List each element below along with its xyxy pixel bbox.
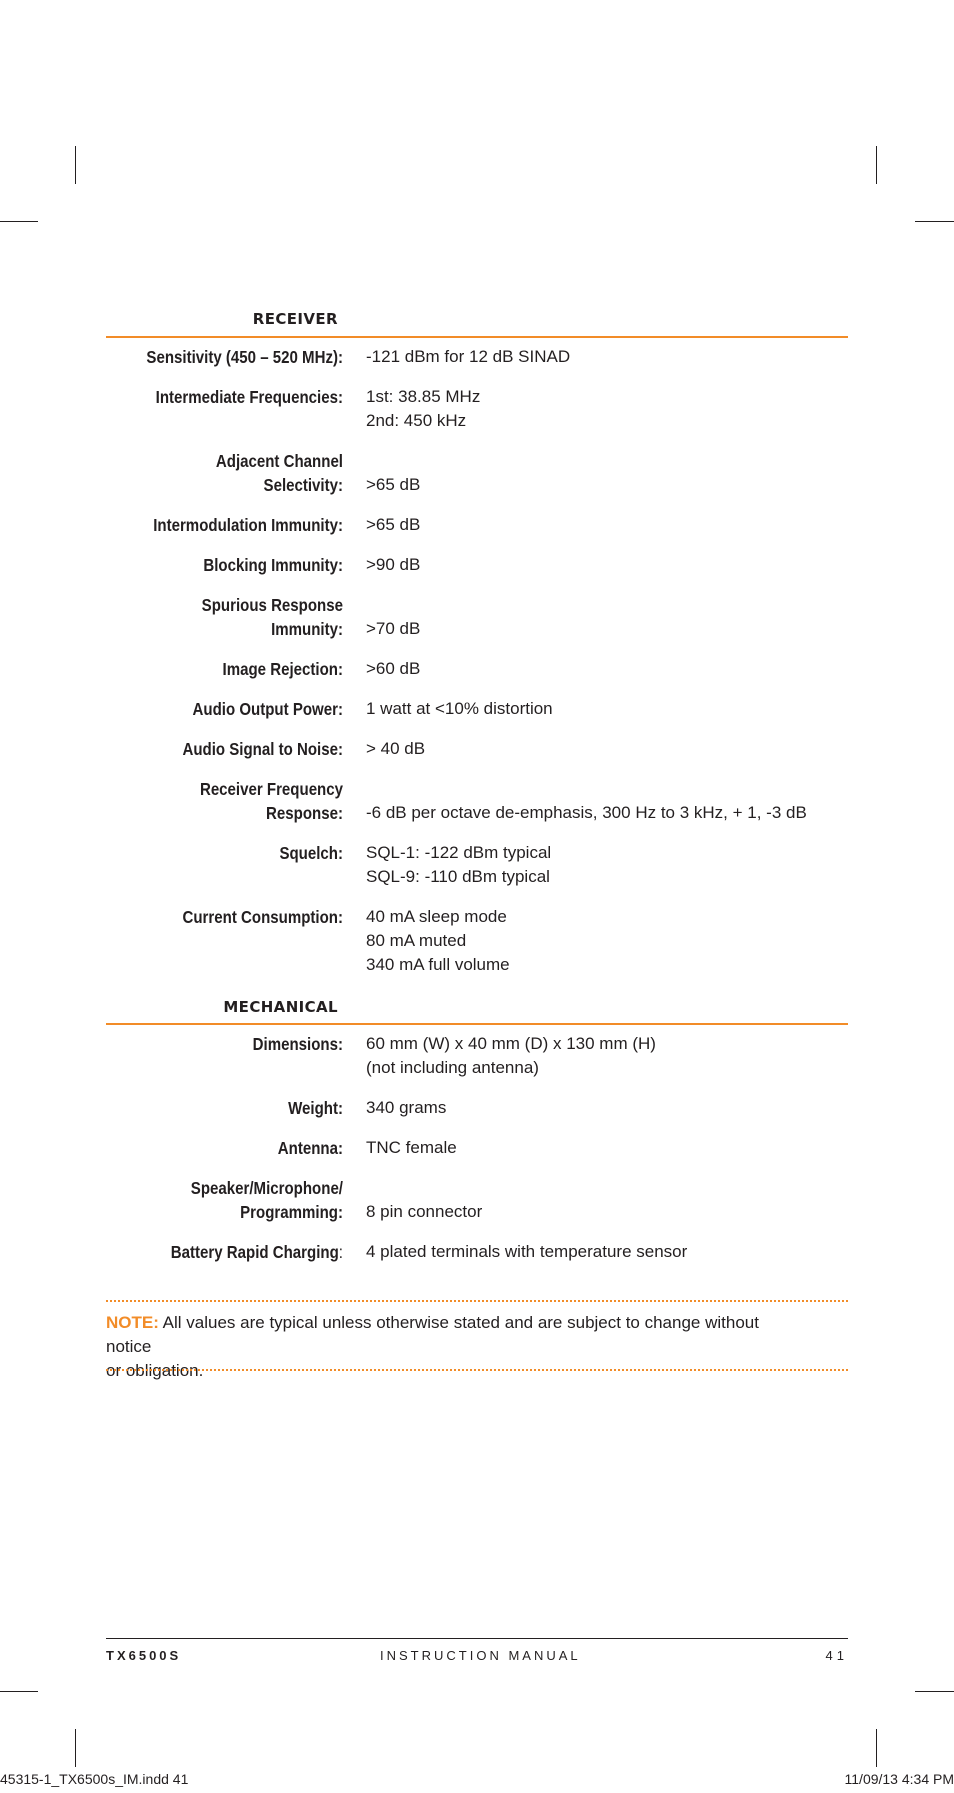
spec-value: -6 dB per octave de-emphasis, 300 Hz to 3 kHz, + 1, -3 dB xyxy=(366,803,807,822)
spec-value: 40 mA sleep mode 80 mA muted 340 mA full volume xyxy=(366,907,510,974)
spec-label: Intermediate Frequencies: xyxy=(155,387,343,407)
spec-value: SQL-1: -122 dBm typical SQL-9: -110 dBm typical xyxy=(366,843,552,886)
spec-value: > 40 dB xyxy=(366,739,426,758)
spec-label: Spurious Response Immunity: xyxy=(201,595,343,639)
note xyxy=(106,1311,806,1383)
spec-value: 340 grams xyxy=(366,1098,447,1117)
spec-value: >65 dB xyxy=(366,515,421,534)
spec-label: Receiver Frequency Response: xyxy=(199,779,343,823)
slug-filename: 45315-1_TX6500s_IM.indd 41 xyxy=(0,1771,189,1787)
receiver-rule xyxy=(106,336,848,338)
spec-label: Weight: xyxy=(288,1098,343,1118)
note-text-line-2: or obligation. xyxy=(106,1361,204,1380)
spec-value: TNC female xyxy=(366,1138,457,1157)
mechanical-heading: MECHANICAL xyxy=(223,998,338,1016)
footer-model: TX6500S xyxy=(106,1648,182,1663)
spec-value: 1st: 38.85 MHz 2nd: 450 kHz xyxy=(366,387,481,430)
footer-manual-title: INSTRUCTION MANUAL xyxy=(380,1648,581,1663)
crop-mark xyxy=(75,1729,76,1767)
spec-label: Blocking Immunity: xyxy=(203,555,343,575)
spec-value: -121 dBm for 12 dB SINAD xyxy=(366,347,571,366)
spec-value: 8 pin connector xyxy=(366,1202,483,1221)
note-label: NOTE: xyxy=(106,1313,159,1332)
spec-value: 60 mm (W) x 40 mm (D) x 130 mm (H) (not including antenna) xyxy=(366,1034,656,1077)
page-number: 41 xyxy=(825,1648,848,1663)
note-top-rule xyxy=(106,1300,848,1302)
spec-value: >65 dB xyxy=(366,475,421,494)
mechanical-rule xyxy=(106,1023,848,1025)
spec-label: Intermodulation Immunity: xyxy=(153,515,343,535)
crop-mark xyxy=(876,1729,877,1767)
spec-value: 4 plated terminals with temperature sensor xyxy=(366,1242,688,1261)
spec-label: Current Consumption: xyxy=(182,907,343,927)
footer-rule xyxy=(106,1638,848,1639)
spec-value: >90 dB xyxy=(366,555,421,574)
crop-mark xyxy=(0,221,38,222)
spec-label: Speaker/Microphone/ Programming: xyxy=(190,1178,343,1222)
note-text-line-1: All values are typical unless otherwise stated and are subject to change without notice xyxy=(106,1313,759,1356)
receiver-heading: RECEIVER xyxy=(252,310,338,328)
spec-label: Antenna: xyxy=(277,1138,343,1158)
spec-label: Image Rejection: xyxy=(222,659,343,679)
crop-mark xyxy=(0,1691,38,1692)
spec-label: Adjacent Channel Selectivity: xyxy=(215,451,343,495)
spec-label: Sensitivity (450 – 520 MHz): xyxy=(146,347,343,367)
spec-label: Audio Output Power: xyxy=(192,699,343,719)
spec-value: >60 dB xyxy=(366,659,421,678)
note-bottom-rule xyxy=(106,1369,848,1371)
slug-date: 11/09/13 4:34 PM xyxy=(844,1771,954,1787)
crop-mark xyxy=(915,1691,954,1692)
spec-label: Squelch: xyxy=(279,843,343,863)
crop-mark xyxy=(876,146,877,184)
spec-label: Dimensions: xyxy=(252,1034,343,1054)
crop-mark xyxy=(915,221,954,222)
crop-mark xyxy=(75,146,76,184)
spec-value: 1 watt at <10% distortion xyxy=(366,699,553,718)
spec-label: Audio Signal to Noise: xyxy=(182,739,343,759)
spec-label: Battery Rapid Charging: xyxy=(170,1242,343,1262)
spec-value: >70 dB xyxy=(366,619,421,638)
